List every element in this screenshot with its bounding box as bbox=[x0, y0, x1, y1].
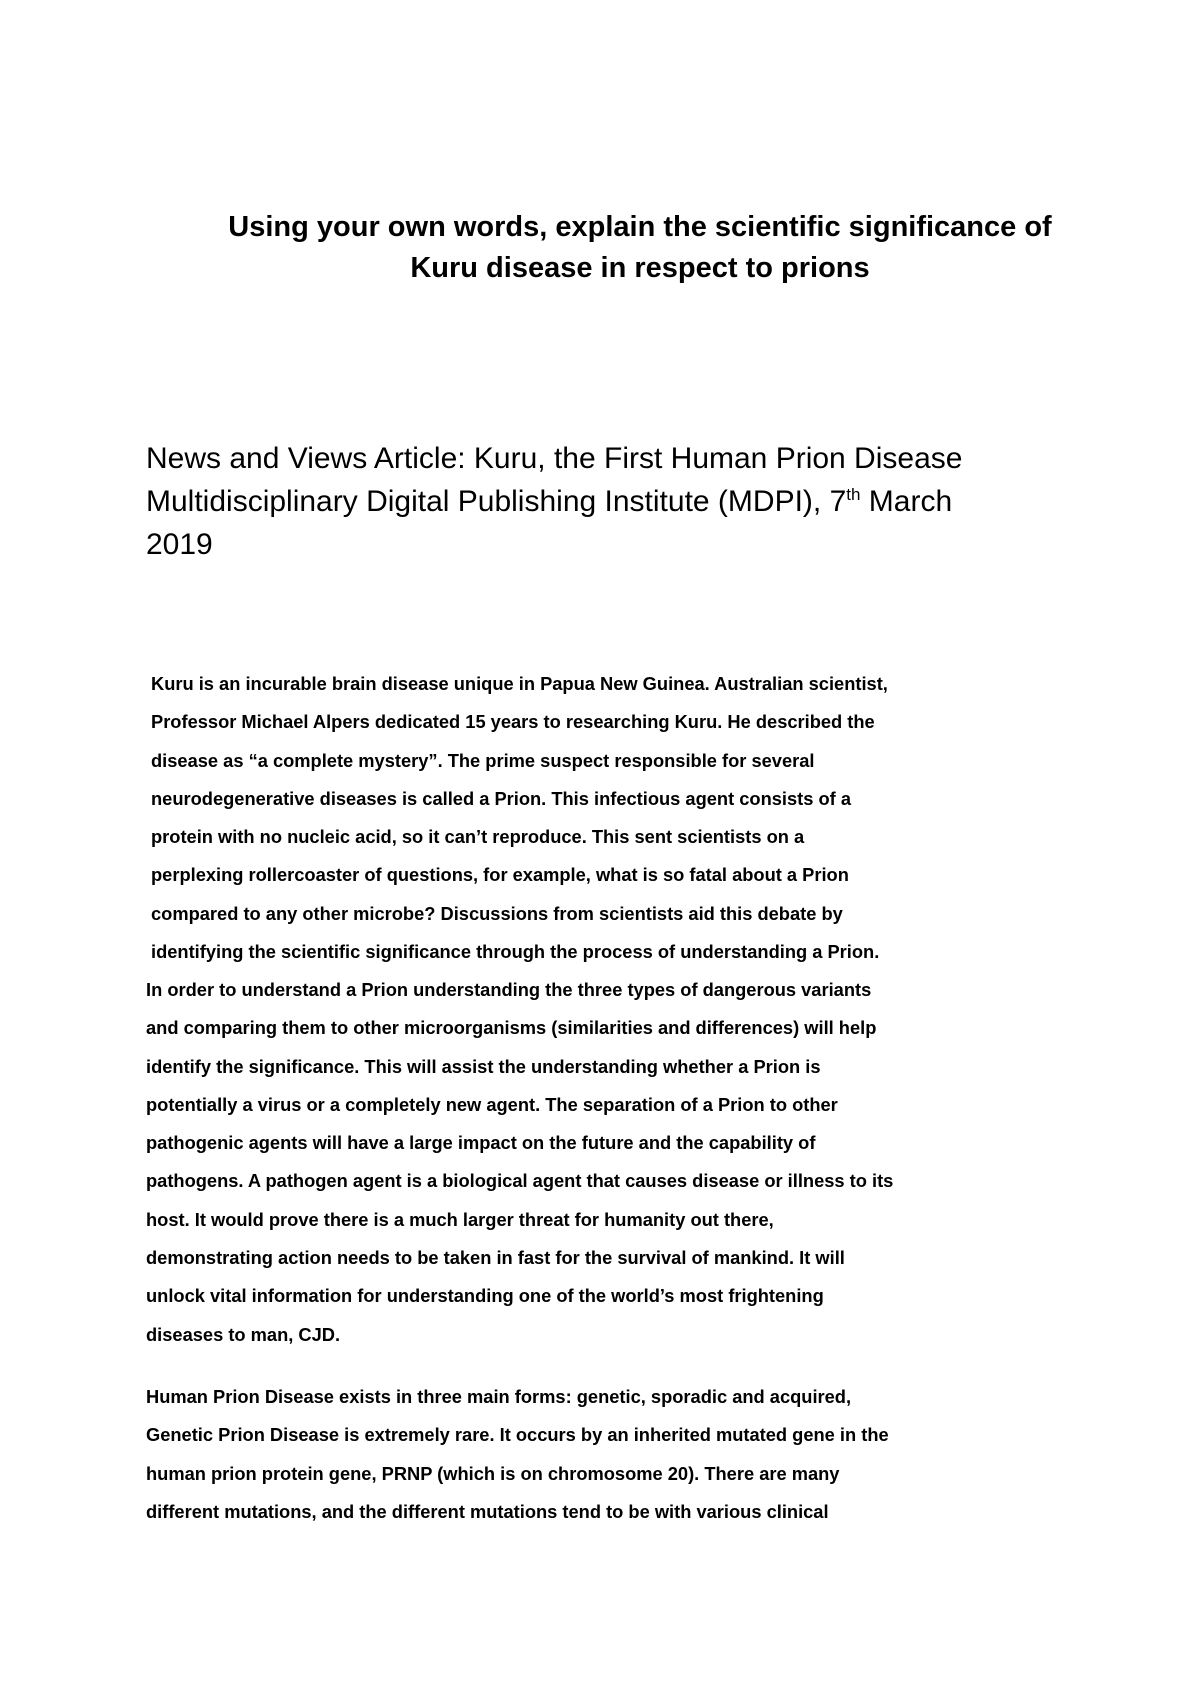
paragraph-line: Genetic Prion Disease is extremely rare. It occurs by an inherited mutated gene in the bbox=[146, 1424, 889, 1446]
page-title bbox=[140, 207, 1140, 289]
source-year: 2019 bbox=[146, 528, 213, 561]
paragraph-line: Human Prion Disease exists in three main forms: genetic, sporadic and acquired, bbox=[146, 1386, 852, 1407]
paragraph-line: protein with no nucleic acid, so it can’t reproduce. This sent scientists on a bbox=[151, 826, 805, 848]
paragraph-line: different mutations, and the different mutations tend to be with various clinical bbox=[146, 1500, 829, 1522]
paragraph-line: perplexing rollercoaster of questions, for example, what is so fatal about a Prion bbox=[151, 864, 849, 886]
article-source bbox=[146, 437, 1106, 566]
source-publisher: Multidisciplinary Digital Publishing Institute (MDPI), 7 bbox=[146, 485, 847, 518]
paragraph-line: pathogenic agents will have a large impact on the future and the capability of bbox=[146, 1132, 816, 1154]
paragraph-line: potentially a virus or a completely new agent. The separation of a Prion to other bbox=[146, 1093, 838, 1115]
body-paragraph-intro bbox=[151, 665, 888, 971]
paragraph-line: pathogens. A pathogen agent is a biological agent that causes disease or illness to its bbox=[146, 1170, 894, 1192]
paragraph-line: host. It would prove there is a much larger threat for humanity out there, bbox=[146, 1208, 774, 1230]
date-ordinal-suffix: th bbox=[846, 485, 861, 504]
paragraph-line: diseases to man, CJD. bbox=[146, 1323, 341, 1345]
paragraph-line: Professor Michael Alpers dedicated 15 years to researching Kuru. He described the bbox=[151, 711, 875, 733]
body-paragraph-forms bbox=[146, 1378, 889, 1531]
body-paragraph-significance bbox=[146, 971, 893, 1354]
source-publisher-date bbox=[146, 480, 1106, 523]
paragraph-line: human prion protein gene, PRNP (which is on chromosome 20). There are many bbox=[146, 1462, 840, 1484]
paragraph-line: In order to understand a Prion understanding the three types of dangerous variants bbox=[146, 979, 872, 1000]
paragraph-line: identifying the scientific significance through the process of understanding a Prion. bbox=[151, 941, 880, 963]
title-line: Using your own words, explain the scientific significance of bbox=[228, 211, 1052, 243]
source-month: March bbox=[860, 485, 953, 518]
paragraph-line: demonstrating action needs to be taken in fast for the survival of mankind. It will bbox=[146, 1247, 845, 1269]
paragraph-line: neurodegenerative diseases is called a Prion. This infectious agent consists of a bbox=[151, 787, 851, 809]
paragraph-line: and comparing them to other microorganisms (similarities and differences) will help bbox=[146, 1017, 877, 1039]
title-line: Kuru disease in respect to prions bbox=[410, 252, 870, 284]
paragraph-line: Kuru is an incurable brain disease unique in Papua New Guinea. Australian scientist, bbox=[151, 673, 888, 694]
paragraph-line: disease as “a complete mystery”. The prime suspect responsible for several bbox=[151, 749, 815, 771]
paragraph-line: compared to any other microbe? Discussions from scientists aid this debate by bbox=[151, 902, 843, 924]
paragraph-line: unlock vital information for understanding one of the world’s most frightening bbox=[146, 1285, 824, 1307]
source-article-title: News and Views Article: Kuru, the First Human Prion Disease bbox=[146, 442, 963, 475]
paragraph-line: identify the significance. This will assist the understanding whether a Prion is bbox=[146, 1055, 821, 1077]
